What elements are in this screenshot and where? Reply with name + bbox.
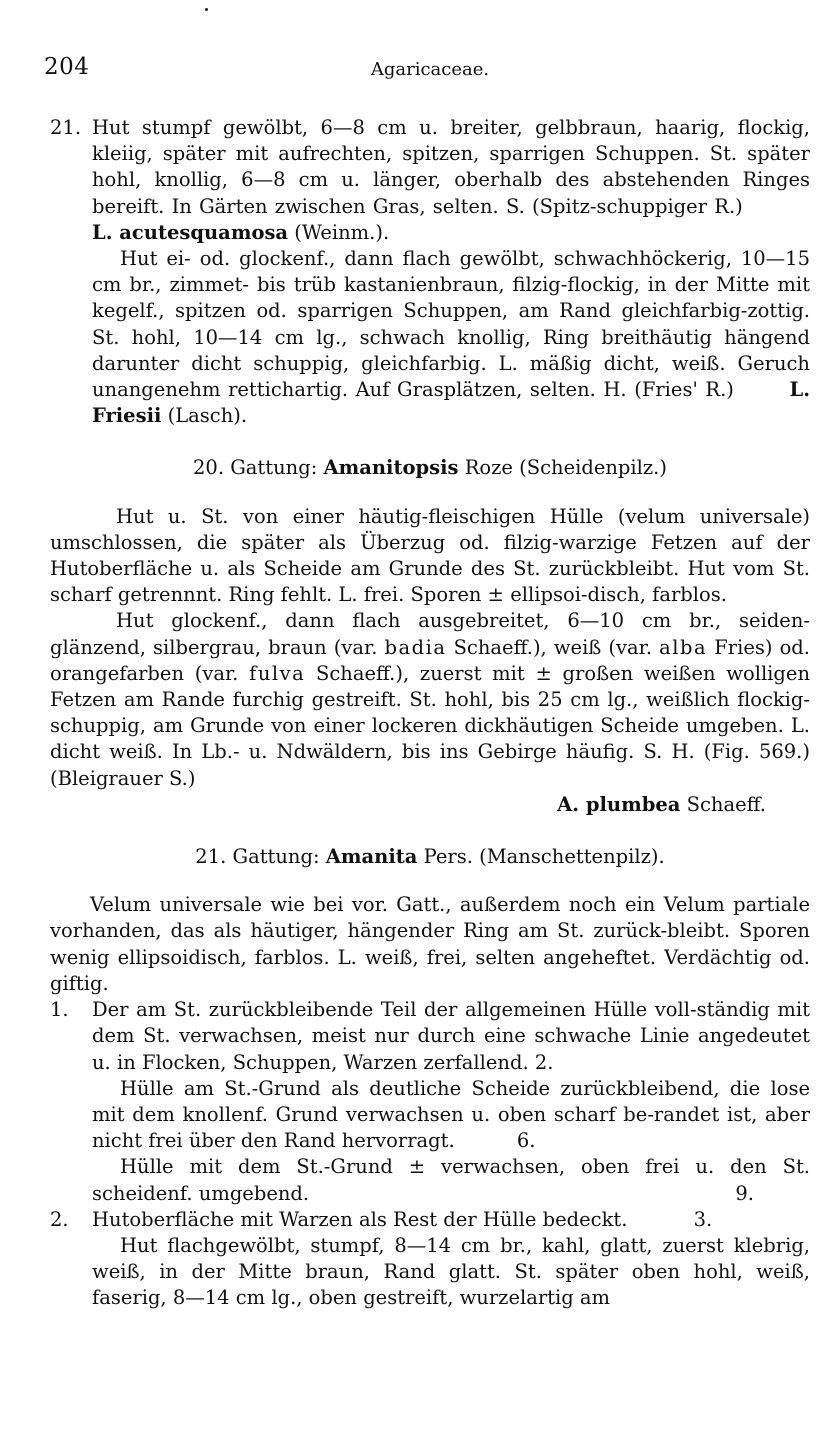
variety-name: fulva: [249, 661, 306, 685]
key-entry-1c: [50, 1154, 810, 1206]
text-part: Schaeff.), zuerst mit ± großen weißen wolligen Fetzen am Rande furchig gestreift. St. hohl, bis 25 cm lg., weißlich flockig-schuppig, am Grunde von einer lockeren dickhäutigen Scheide umgeben. L. dicht weiß. In Lb.- u. Ndwäldern, bis ins Gebirge häufig. S. H. (Fig. 569.) (Bleigrauer S.): [50, 661, 811, 790]
page-body: [50, 115, 810, 1312]
genus-label: 21. Gattung:: [195, 845, 320, 869]
page-header: [44, 54, 810, 84]
genus-description-20: Hut u. St. von einer häutig-fleischigen Hülle (velum universale) umschlossen, die später als Überzug od. filzig-warzige Fetzen auf der Hutoberfläche u. als Scheide am Grunde des St. zurückbleibt. Hut vom St. scharf getrennnt. Ring fehlt. L. frei. Sporen ± ellipsoi-disch, farblos.: [50, 504, 810, 607]
entry-text: Hut stumpf gewölbt, 6—8 cm u. breiter, gelbbraun, haarig, flockig, kleiig, später mit aufrechten, spitzen, sparrigen Schuppen. St. später hohl, knollig, 6—8 cm u. länger, oberhalb des abstehenden Ringes bereift. In Gärten zwischen Gras, selten. S. (Spitz-schuppiger R.): [92, 116, 810, 218]
genus-heading-20: [50, 455, 810, 481]
key-entry-21: [50, 115, 810, 246]
genus-description-21: Velum universale wie bei vor. Gatt., außerdem noch ein Velum partiale vorhanden, das als häutiger, hängender Ring am St. zurück-bleibt. Sporen wenig ellipsoidisch, farblos. L. weiß, frei, selten angeheftet. Verdächtig od. giftig.: [50, 893, 810, 995]
running-title: Agaricaceae.: [370, 59, 490, 80]
text-part: Fries) od. orangefarben (var.: [50, 635, 810, 685]
genus-name: Amanitopsis: [323, 456, 459, 480]
entry-number: 2.: [50, 1207, 69, 1231]
entry-ref: 3.: [693, 1207, 713, 1231]
entry-number: 21.: [50, 116, 82, 139]
key-alternative-friesii: [50, 246, 810, 429]
entry-text: Der am St. zurückbleibende Teil der allgemeinen Hülle voll-ständig mit dem St. verwachsen, meist nur durch eine schwache Linie angedeutet u. in Flocken, Schuppen, Warzen zerfallend.: [92, 998, 810, 1074]
key-entry-1: [50, 997, 810, 1076]
variety-name: badia: [384, 635, 447, 659]
entry-ref: 9.: [735, 1181, 754, 1205]
variety-name: alba: [659, 635, 708, 659]
key-entry-2: [50, 1207, 810, 1233]
genus-author: Pers. (Manschettenpilz).: [423, 845, 665, 869]
genus-name: Amanita: [325, 845, 418, 869]
print-speck: [205, 8, 208, 11]
entry-ref: 6.: [516, 1129, 536, 1153]
entry-number: 1.: [50, 998, 69, 1022]
text-part: Schaeff.), weiß (var.: [453, 635, 653, 659]
entry-ref: 2.: [534, 1050, 554, 1074]
genus-label: 20. Gattung:: [193, 456, 318, 480]
entry-text: Hülle mit dem St.-Grund ± verwachsen, oben frei u. den St. scheidenf. umgebend.: [92, 1155, 810, 1205]
species-author: (Lasch).: [167, 404, 248, 428]
key-entry-2b: Hut flachgewölbt, stumpf, 8—14 cm br., kahl, glatt, zuerst klebrig, weiß, in der Mitte braun, Rand glatt. St. später oben hohl, weiß, faserig, 8—14 cm lg., oben gestreift, wurzelartig am: [92, 1233, 810, 1310]
genus-author: Roze (Scheidenpilz.): [464, 456, 667, 480]
species-author: Schaeff.: [686, 792, 766, 816]
species-line-plumbea: [50, 792, 810, 818]
text-part: Hut glockenf., dann flach ausgebreitet, 6—10 cm br., seiden-glänzend, silbergrau, braun (var.: [50, 609, 810, 659]
entry-text: Hülle am St.-Grund als deutliche Scheide zurückbleibend, die lose mit dem knollenf. Grund verwachsen u. oben scharf be-randet ist, aber nicht frei über den Rand hervorragt.: [92, 1076, 810, 1153]
species-name: A. plumbea: [557, 792, 681, 816]
species-name: L. acutesquamosa: [92, 220, 289, 244]
species-description-plumbea: [50, 608, 810, 791]
entry-text: Hutoberfläche mit Warzen als Rest der Hülle bedeckt.: [92, 1207, 628, 1231]
key-entry-1b: [50, 1076, 810, 1155]
genus-heading-21: [50, 844, 810, 870]
species-name: L. Friesii: [92, 378, 810, 428]
page-number: 204: [44, 54, 90, 80]
species-author: (Weinm.).: [294, 220, 390, 244]
entry-text: Hut ei- od. glockenf., dann flach gewölbt, schwachhöckerig, 10—15 cm br., zimmet- bis trüb kastanienbraun, filzig-flockig, in der Mitte mit kegelf., spitzen od. sparrigen Schuppen, am Rand gleichfarbig-zottig. St. hohl, 10—14 cm lg., schwach knollig, Ring breithäutig hängend darunter dicht schuppig, gleichfarbig. L. mäßig dicht, weiß. Geruch unangenehm rettichartig. Auf Grasplätzen, selten. H. (Fries' R.): [92, 247, 810, 402]
